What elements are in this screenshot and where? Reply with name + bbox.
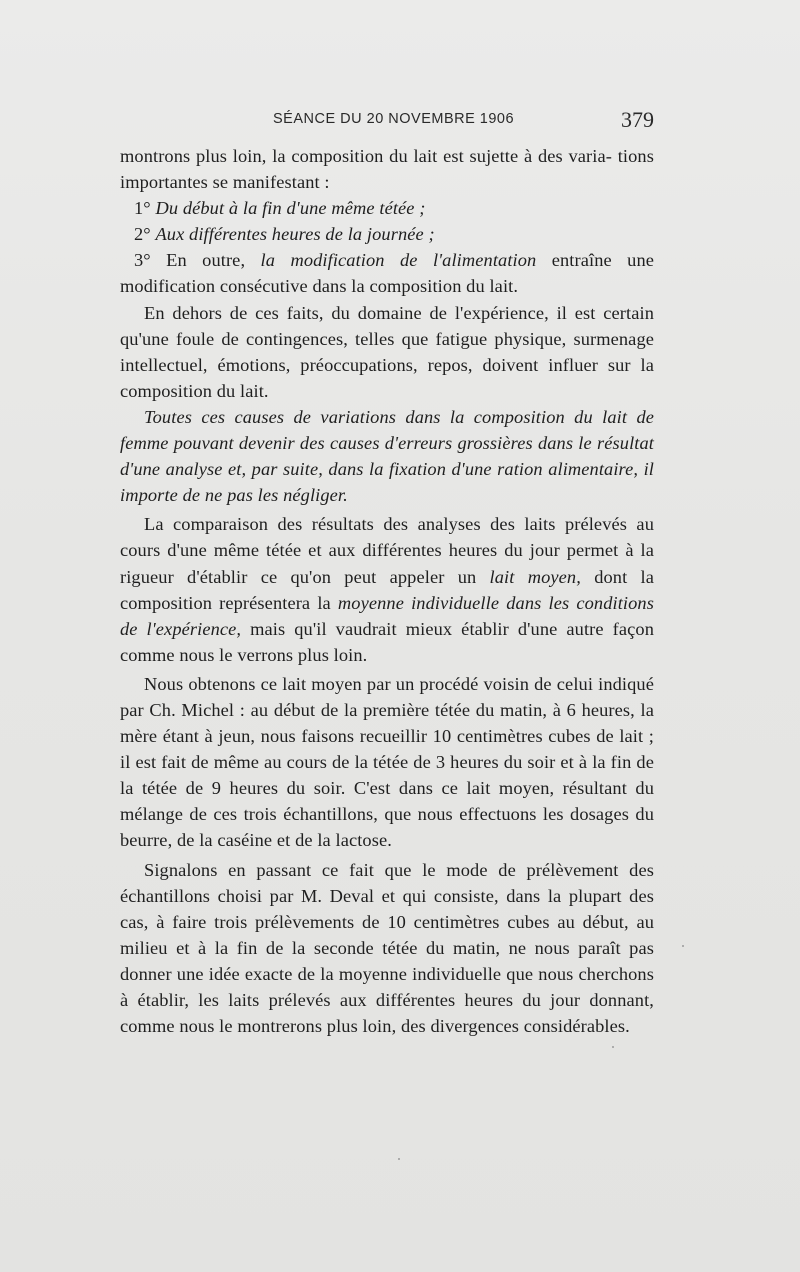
paragraph-4-pre: La comparaison des résultats des analyses des laits prélevés au cours d'une même tétée et aux différentes heures du jour permet à la rigueur d'établir ce qu'on peut appeler un xyxy=(120,514,654,587)
paragraph-5: Nous obtenons ce lait moyen par un procédé voisin de celui indiqué par Ch. Michel : au début de la première tétée du matin, à 6 heures, la mère étant à jeun, nous faisons recueillir 10 centimètres cubes de lait ; il est fait de même au cours de la tétée de 3 heures du soir et à la fin de la tétée de 9 heures du soir. C'est dans ce lait moyen, résultant du mélange de ces trois échantillons, que nous effectuons les dosages du beurre, de la caséine et de la lactose. xyxy=(120,673,654,851)
body-text xyxy=(120,143,654,1039)
list-item-1-number: 1° xyxy=(134,198,151,219)
list-item-2-text: Aux différentes heures de la journée ; xyxy=(155,224,435,245)
paragraph-2: En dehors de ces faits, du domaine de l'expérience, il est certain qu'une foule de contingences, telles que fatigue physique, surmenage intellectuel, émotions, préoccupations, repos, doivent influer sur la composition du lait. xyxy=(120,302,654,401)
list-item-3-number: 3° xyxy=(134,250,151,271)
paragraph-4-italic-1: lait moyen, xyxy=(489,566,581,587)
list-item-3-post: entraîne une modification consécutive dans la composition du lait. xyxy=(120,250,655,297)
paper-speck xyxy=(398,1158,400,1160)
list-item-3-italic: la modification de l'alimentation xyxy=(260,250,537,271)
list-item-2-number: 2° xyxy=(134,224,151,245)
list-item-1-text: Du début à la fin d'une même tétée ; xyxy=(155,198,426,219)
paragraph-4-italic-2: moyenne individuelle dans les conditions de l'expérience, xyxy=(120,592,654,639)
paper-speck xyxy=(682,945,684,947)
paragraph-continuation xyxy=(120,143,654,195)
paragraph-continuation-line-2: tions importantes se manifestant : xyxy=(120,146,654,193)
paper-speck xyxy=(612,1046,614,1048)
paragraph-4 xyxy=(120,511,654,668)
paragraph-4-mid: dont la composition représentera la xyxy=(120,566,655,613)
page-number: 379 xyxy=(621,107,654,132)
running-title: SÉANCE DU 20 NOVEMBRE 1906 xyxy=(273,111,515,127)
list-item-3 xyxy=(120,247,654,299)
paragraph-3-italic: Toutes ces causes de variations dans la composition du lait de femme pouvant devenir des causes d'erreurs grossières dans le résultat d'une analyse et, par suite, dans la fixation d'une ration alimentaire, il importe de ne pas les négliger. xyxy=(120,406,654,506)
list-item-3-pre: En outre, xyxy=(166,250,246,271)
paragraph-6: Signalons en passant ce fait que le mode de prélèvement des échantillons choisi par M. Deval et qui consiste, dans la plupart des cas, à faire trois prélèvements de 10 centimètres cubes au début, au milieu et à la fin de la seconde tétée du matin, ne nous paraît pas donner une idée exacte de la moyenne individuelle que nous cherchons à établir, les laits prélevés aux différentes heures du jour donnant, comme nous le montrerons plus loin, des divergences considérables. xyxy=(120,859,654,1037)
paragraph-4-post: mais qu'il vaudrait mieux établir d'une autre façon comme nous le verrons plus loin. xyxy=(120,618,654,665)
list-item-2 xyxy=(120,221,654,247)
list-item-1 xyxy=(120,195,654,221)
paragraph-continuation-line-1: montrons plus loin, la composition du lait est sujette à des varia- xyxy=(120,146,612,166)
page-header xyxy=(120,107,654,135)
